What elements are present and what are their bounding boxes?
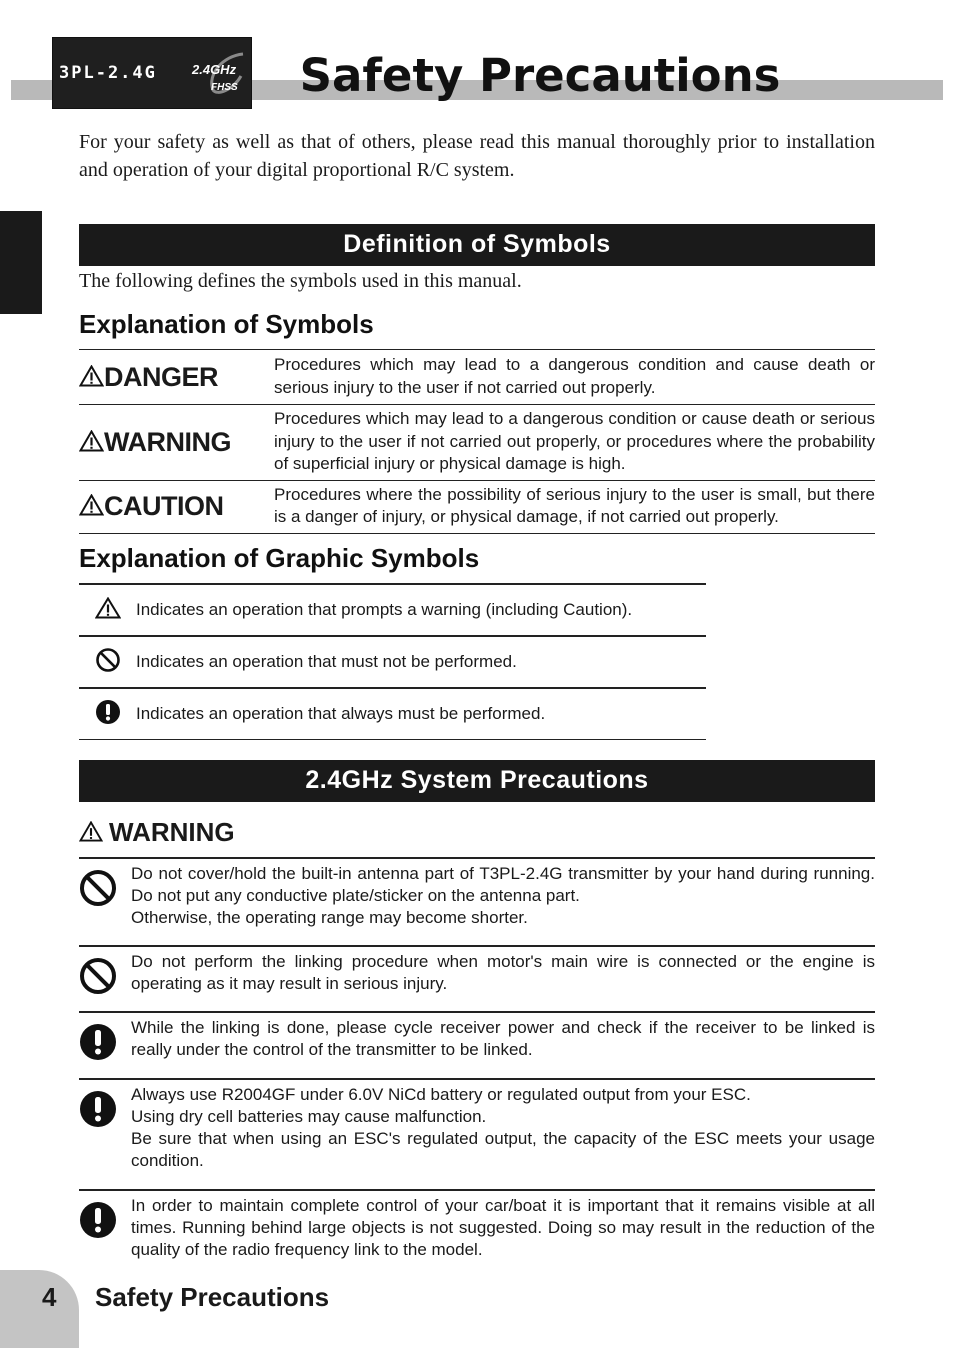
intro-paragraph: For your safety as well as that of others, please read this manual thoroughly prior to installation and operation of your digital proportional R/C system.	[79, 131, 875, 181]
definition-band: Definition of Symbols	[79, 224, 875, 266]
precaution-item	[79, 945, 875, 1013]
logo-model: 3PL-2.4G	[59, 63, 157, 83]
product-logo	[52, 37, 252, 109]
logo-band: 2.4GHz	[192, 62, 237, 77]
warning-triangle-icon	[79, 821, 103, 842]
page-number-tab	[0, 1270, 79, 1348]
footer-title: Safety Precautions	[95, 1282, 330, 1312]
warning-label: WARNING	[104, 426, 231, 457]
logo-sub: FHSS	[211, 82, 238, 93]
symbol-row-danger	[79, 350, 875, 405]
warning-triangle-icon	[79, 494, 104, 516]
precaution-text: In order to maintain complete control of your car/boat it is important that it remains visible at all times. Running behind large objects is not suggested. Doing so may result in the reduction of the quality of the radio frequency link to the model.	[131, 1196, 875, 1259]
precaution-text: Do not perform the linking procedure when motor's main wire is connected or the engine is operating as it may result in serious injury.	[131, 952, 875, 993]
precaution-text: Using dry cell batteries may cause malfunction.	[131, 1107, 487, 1126]
prohibited-icon	[79, 869, 117, 907]
graphic-symbol-table	[79, 583, 706, 740]
precaution-text: Be sure that when using an ESC's regulated output, the capacity of the ESC meets your usage condition.	[131, 1129, 875, 1170]
graphic-heading: Explanation of Graphic Symbols	[79, 543, 480, 573]
symbol-row-warning	[79, 405, 875, 481]
precaution-item	[79, 1011, 875, 1080]
precaution-text: Otherwise, the operating range may become shorter.	[131, 908, 528, 927]
graphic-row-text: Indicates an operation that always must be performed.	[136, 688, 706, 740]
page-title: Safety Precautions	[299, 49, 781, 102]
precaution-text: Do not cover/hold the built-in antenna part of T3PL-2.4G transmitter by your hand during running. Do not put any conductive plate/sticker on the antenna part.	[131, 864, 875, 905]
graphic-row	[79, 688, 706, 740]
warning-heading	[79, 817, 235, 848]
danger-label: DANGER	[104, 361, 219, 392]
prohibited-icon	[95, 647, 121, 673]
mandatory-icon	[79, 1090, 117, 1128]
warning-description: Procedures which may lead to a dangerous condition or cause death or serious injury to the user if not carried out properly, or procedures where the probability of superficial injury or physical damage is high.	[274, 405, 875, 481]
definition-text: The following defines the symbols used in this manual.	[79, 270, 522, 292]
side-tab	[0, 211, 42, 314]
prohibited-icon	[79, 957, 117, 995]
system-band: 2.4GHz System Precautions	[79, 760, 875, 802]
precaution-text: Always use R2004GF under 6.0V NiCd battery or regulated output from your ESC.	[131, 1085, 751, 1104]
precaution-item	[79, 857, 875, 947]
mandatory-icon	[79, 1201, 117, 1239]
graphic-row	[79, 584, 706, 636]
caution-description: Procedures where the possibility of serious injury to the user is small, but there is a danger of injury, or physical damage, if not carried out properly.	[274, 480, 875, 533]
mandatory-icon	[79, 1023, 117, 1061]
graphic-row	[79, 636, 706, 688]
warning-triangle-icon	[79, 430, 104, 452]
warning-triangle-icon	[95, 597, 121, 619]
graphic-row-text: Indicates an operation that must not be performed.	[136, 636, 706, 688]
precaution-item	[79, 1189, 875, 1267]
warning-triangle-icon	[79, 365, 104, 387]
symbol-row-caution	[79, 480, 875, 533]
page-number: 4	[42, 1282, 57, 1312]
mandatory-icon	[95, 699, 121, 725]
symbol-table	[79, 349, 875, 534]
danger-description: Procedures which may lead to a dangerous condition and cause death or serious injury to the user if not carried out properly.	[274, 350, 875, 405]
caution-label: CAUTION	[104, 491, 224, 521]
explanation-heading: Explanation of Symbols	[79, 309, 374, 339]
graphic-row-text: Indicates an operation that prompts a warning (including Caution).	[136, 584, 706, 636]
precaution-text: While the linking is done, please cycle receiver power and check if the receiver to be linked is really under the control of the transmitter to be linked.	[131, 1018, 875, 1059]
warning-heading-label: WARNING	[109, 817, 235, 847]
precaution-item	[79, 1078, 875, 1191]
